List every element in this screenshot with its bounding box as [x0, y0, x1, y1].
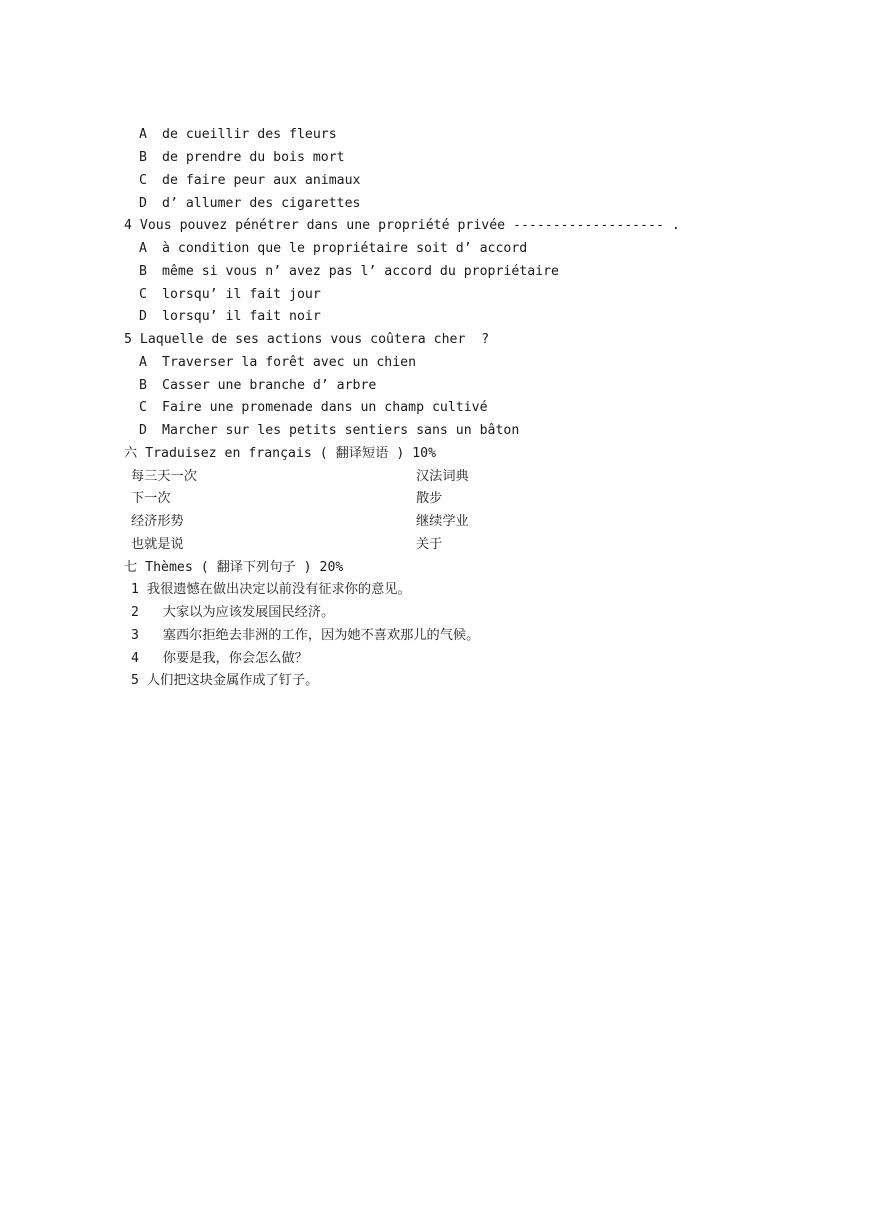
q5-stem: 5 Laquelle de ses actions vous coûtera cher ? — [124, 332, 490, 347]
phrase-right-2: 散步 — [416, 491, 443, 506]
phrase-left-2: 下一次 — [131, 491, 171, 506]
q3-option-a: A de cueillir des fleurs — [139, 127, 337, 142]
phrase-right-1: 汉法词典 — [416, 469, 469, 484]
phrase-right-4: 关于 — [416, 537, 443, 552]
sentence-5: 5 人们把这块金属作成了钉子。 — [131, 673, 319, 688]
phrase-left-4: 也就是说 — [131, 537, 184, 552]
phrase-left-3: 经济形势 — [131, 514, 184, 529]
sentence-2: 2 大家以为应该发展国民经济。 — [131, 605, 335, 620]
q4-option-b: B même si vous n’ avez pas l’ accord du propriétaire — [139, 264, 559, 279]
q5-option-a: A Traverser la forêt avec un chien — [139, 355, 417, 370]
sentence-3: 3 塞西尔拒绝去非洲的工作，因为她不喜欢那儿的气候。 — [131, 628, 480, 643]
q5-option-b: B Casser une branche d’ arbre — [139, 378, 377, 393]
q3-option-c: C de faire peur aux animaux — [139, 173, 361, 188]
q4-stem: 4 Vous pouvez pénétrer dans une propriété privée ------------------- . — [124, 218, 680, 233]
sentence-4: 4 你要是我，你会怎么做？ — [131, 651, 308, 666]
section6-heading: 六 Traduisez en français ( 翻译短语 ) 10% — [124, 446, 437, 461]
phrase-right-3: 继续学业 — [416, 514, 469, 529]
q5-option-d: D Marcher sur les petits sentiers sans un bâton — [139, 423, 520, 438]
q3-option-d: D d’ allumer des cigarettes — [139, 196, 361, 211]
sentence-1: 1 我很遗憾在做出决定以前没有征求你的意见。 — [131, 582, 411, 597]
q4-option-a: A à condition que le propriétaire soit d’ accord — [139, 241, 528, 256]
q5-option-c: C Faire une promenade dans un champ cultivé — [139, 400, 488, 415]
q3-option-b: B de prendre du bois mort — [139, 150, 345, 165]
q4-option-c: C lorsqu’ il fait jour — [139, 287, 321, 302]
section7-heading: 七 Thèmes ( 翻译下列句子 ) 20% — [124, 560, 344, 575]
q4-option-d: D lorsqu’ il fait noir — [139, 309, 321, 324]
phrase-left-1: 每三天一次 — [131, 469, 197, 484]
